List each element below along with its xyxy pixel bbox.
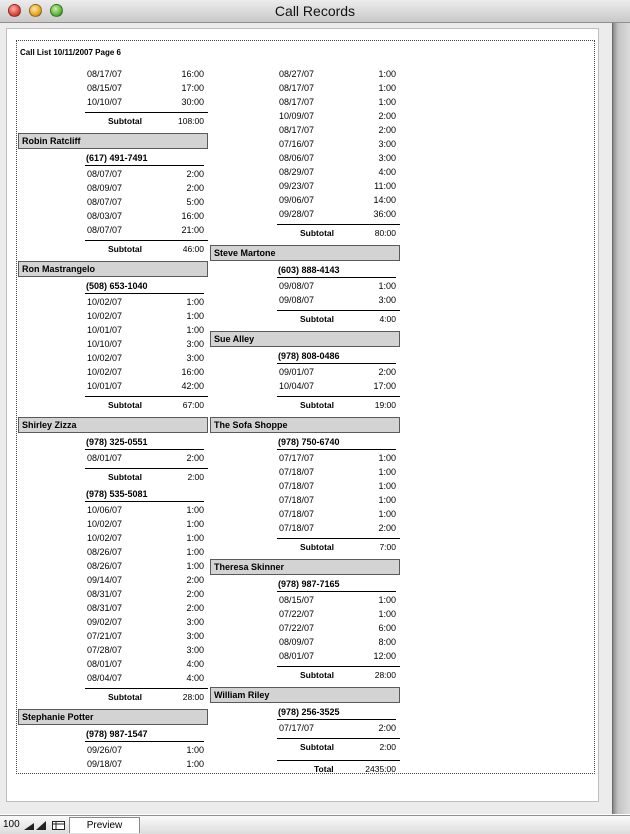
status-area-icon[interactable] bbox=[52, 821, 65, 830]
call-row bbox=[210, 165, 400, 179]
call-date: 08/04/07 bbox=[87, 673, 123, 683]
phone-underline bbox=[85, 165, 204, 166]
phone-number: (978) 325-0551 bbox=[86, 437, 148, 447]
call-date: 09/01/07 bbox=[279, 367, 315, 377]
contact-name-header: Sue Alley bbox=[210, 331, 400, 347]
call-duration: 1:00 bbox=[378, 481, 396, 491]
phone-underline bbox=[85, 293, 204, 294]
call-date: 07/21/07 bbox=[87, 631, 123, 641]
call-duration: 1:00 bbox=[186, 759, 204, 769]
call-duration: 1:00 bbox=[378, 509, 396, 519]
call-row bbox=[210, 479, 400, 493]
call-date: 10/02/07 bbox=[87, 311, 123, 321]
call-date: 08/26/07 bbox=[87, 561, 123, 571]
call-date: 08/17/07 bbox=[279, 97, 315, 107]
call-duration: 2:00 bbox=[378, 125, 396, 135]
call-row bbox=[210, 151, 400, 165]
subtotal-value: 4:00 bbox=[379, 314, 396, 324]
call-date: 10/10/07 bbox=[87, 339, 123, 349]
call-row bbox=[210, 593, 400, 607]
call-duration: 1:00 bbox=[186, 547, 204, 557]
call-date: 08/27/07 bbox=[279, 69, 315, 79]
phone-number: (978) 256-3525 bbox=[278, 707, 340, 717]
phone-underline bbox=[277, 277, 396, 278]
call-date: 10/01/07 bbox=[87, 325, 123, 335]
subtotal-label: Subtotal bbox=[108, 244, 142, 254]
call-date: 10/02/07 bbox=[87, 297, 123, 307]
phone-underline bbox=[277, 591, 396, 592]
call-date: 07/16/07 bbox=[279, 139, 315, 149]
phone-number-row bbox=[18, 727, 208, 743]
call-duration: 1:00 bbox=[378, 609, 396, 619]
call-duration: 2:00 bbox=[186, 453, 204, 463]
call-date: 09/28/07 bbox=[279, 209, 315, 219]
call-date: 10/06/07 bbox=[87, 505, 123, 515]
call-duration: 2:00 bbox=[186, 603, 204, 613]
call-date: 08/01/07 bbox=[87, 659, 123, 669]
call-duration: 3:00 bbox=[186, 617, 204, 627]
call-row bbox=[18, 643, 208, 657]
call-duration: 5:00 bbox=[186, 197, 204, 207]
call-duration: 1:00 bbox=[186, 745, 204, 755]
total-label: Total bbox=[314, 764, 334, 774]
call-row bbox=[18, 223, 208, 237]
call-duration: 4:00 bbox=[186, 659, 204, 669]
subtotal-label: Subtotal bbox=[108, 400, 142, 410]
call-duration: 1:00 bbox=[186, 561, 204, 571]
phone-number-row bbox=[18, 487, 208, 503]
phone-number-row bbox=[18, 151, 208, 167]
contact-name-header: Stephanie Potter bbox=[18, 709, 208, 725]
phone-underline bbox=[277, 719, 396, 720]
call-row bbox=[18, 323, 208, 337]
call-duration: 2:00 bbox=[378, 111, 396, 121]
zoom-out-icon[interactable] bbox=[24, 821, 34, 830]
phone-number: (617) 491-7491 bbox=[86, 153, 148, 163]
call-date: 08/03/07 bbox=[87, 211, 123, 221]
total-row bbox=[210, 760, 400, 778]
call-date: 08/09/07 bbox=[279, 637, 315, 647]
call-row bbox=[210, 621, 400, 635]
call-row bbox=[18, 559, 208, 573]
phone-number: (978) 535-5081 bbox=[86, 489, 148, 499]
phone-underline bbox=[85, 741, 204, 742]
call-duration: 1:00 bbox=[186, 325, 204, 335]
call-row bbox=[18, 657, 208, 671]
call-duration: 3:00 bbox=[378, 295, 396, 305]
call-row bbox=[18, 743, 208, 757]
call-duration: 4:00 bbox=[378, 167, 396, 177]
call-row bbox=[18, 81, 208, 95]
call-duration: 2:00 bbox=[378, 723, 396, 733]
call-date: 07/18/07 bbox=[279, 509, 315, 519]
subtotal-label: Subtotal bbox=[300, 400, 334, 410]
subtotal-value: 80:00 bbox=[374, 228, 396, 238]
contact-name-header: Theresa Skinner bbox=[210, 559, 400, 575]
call-row bbox=[18, 295, 208, 309]
call-row bbox=[18, 95, 208, 109]
call-duration: 4:00 bbox=[186, 673, 204, 683]
subtotal-row bbox=[210, 396, 400, 415]
subtotal-row bbox=[210, 666, 400, 685]
call-duration: 1:00 bbox=[378, 495, 396, 505]
call-date: 09/14/07 bbox=[87, 575, 123, 585]
call-duration: 3:00 bbox=[186, 353, 204, 363]
report-column-left bbox=[18, 67, 208, 771]
call-row bbox=[18, 67, 208, 81]
call-duration: 36:00 bbox=[373, 209, 396, 219]
call-date: 08/07/07 bbox=[87, 197, 123, 207]
call-duration: 3:00 bbox=[186, 631, 204, 641]
subtotal-value: 2:00 bbox=[379, 742, 396, 752]
title-bar bbox=[0, 0, 630, 23]
contact-name-header: Robin Ratcliff bbox=[18, 133, 208, 149]
call-date: 10/09/07 bbox=[279, 111, 315, 121]
call-row bbox=[18, 167, 208, 181]
call-duration: 17:00 bbox=[181, 83, 204, 93]
call-date: 08/15/07 bbox=[87, 83, 123, 93]
phone-number: (978) 750-6740 bbox=[278, 437, 340, 447]
call-date: 07/17/07 bbox=[279, 453, 315, 463]
subtotal-value: 7:00 bbox=[379, 542, 396, 552]
call-row bbox=[18, 451, 208, 465]
call-date: 08/31/07 bbox=[87, 603, 123, 613]
call-row bbox=[210, 721, 400, 735]
subtotal-value: 28:00 bbox=[374, 670, 396, 680]
contact-name-header: William Riley bbox=[210, 687, 400, 703]
call-row bbox=[18, 517, 208, 531]
call-duration: 1:00 bbox=[186, 505, 204, 515]
vertical-scrollbar[interactable] bbox=[612, 23, 630, 814]
call-row bbox=[18, 337, 208, 351]
call-duration: 1:00 bbox=[378, 467, 396, 477]
contact-name-header: Steve Martone bbox=[210, 245, 400, 261]
call-date: 08/07/07 bbox=[87, 225, 123, 235]
phone-number-row bbox=[210, 577, 400, 593]
call-duration: 1:00 bbox=[378, 281, 396, 291]
phone-number-row bbox=[210, 263, 400, 279]
call-duration: 16:00 bbox=[181, 69, 204, 79]
call-duration: 1:00 bbox=[186, 519, 204, 529]
contact-name-header: Shirley Zizza bbox=[18, 417, 208, 433]
call-date: 08/31/07 bbox=[87, 589, 123, 599]
subtotal-label: Subtotal bbox=[300, 542, 334, 552]
subtotal-value: 67:00 bbox=[182, 400, 204, 410]
call-date: 09/06/07 bbox=[279, 195, 315, 205]
call-row bbox=[210, 365, 400, 379]
call-date: 07/18/07 bbox=[279, 467, 315, 477]
call-row bbox=[18, 365, 208, 379]
call-row bbox=[210, 67, 400, 81]
phone-underline bbox=[85, 501, 204, 502]
call-date: 07/18/07 bbox=[279, 495, 315, 505]
call-row bbox=[18, 629, 208, 643]
contact-name-header: Ron Mastrangelo bbox=[18, 261, 208, 277]
call-row bbox=[210, 279, 400, 293]
call-date: 09/02/07 bbox=[87, 617, 123, 627]
call-date: 10/02/07 bbox=[87, 533, 123, 543]
call-row bbox=[18, 671, 208, 685]
call-duration: 1:00 bbox=[378, 453, 396, 463]
call-date: 07/22/07 bbox=[279, 609, 315, 619]
call-duration: 17:00 bbox=[373, 381, 396, 391]
subtotal-value: 19:00 bbox=[374, 400, 396, 410]
call-row bbox=[210, 507, 400, 521]
subtotal-row bbox=[18, 396, 208, 415]
call-date: 10/10/07 bbox=[87, 97, 123, 107]
call-row bbox=[18, 379, 208, 393]
subtotal-row bbox=[210, 538, 400, 557]
call-date: 10/01/07 bbox=[87, 381, 123, 391]
call-row bbox=[210, 451, 400, 465]
call-row bbox=[18, 195, 208, 209]
call-row bbox=[210, 179, 400, 193]
call-date: 08/01/07 bbox=[279, 651, 315, 661]
report-header: Call List 10/11/2007 Page 6 bbox=[20, 48, 121, 57]
call-date: 09/08/07 bbox=[279, 281, 315, 291]
call-duration: 2:00 bbox=[378, 367, 396, 377]
call-row bbox=[18, 503, 208, 517]
call-date: 08/26/07 bbox=[87, 547, 123, 557]
call-duration: 2:00 bbox=[186, 575, 204, 585]
call-row bbox=[18, 545, 208, 559]
call-duration: 2:00 bbox=[186, 589, 204, 599]
call-duration: 16:00 bbox=[181, 211, 204, 221]
phone-number-row bbox=[18, 435, 208, 451]
subtotal-row bbox=[18, 240, 208, 259]
call-row bbox=[210, 379, 400, 393]
mode-tab-preview[interactable]: Preview bbox=[69, 817, 140, 833]
call-date: 09/26/07 bbox=[87, 745, 123, 755]
call-date: 07/18/07 bbox=[279, 523, 315, 533]
call-row bbox=[18, 615, 208, 629]
phone-number-row bbox=[210, 349, 400, 365]
call-duration: 3:00 bbox=[186, 339, 204, 349]
status-bar bbox=[0, 815, 630, 834]
call-date: 10/02/07 bbox=[87, 353, 123, 363]
call-date: 09/23/07 bbox=[279, 181, 315, 191]
call-date: 09/18/07 bbox=[87, 759, 123, 769]
call-duration: 14:00 bbox=[373, 195, 396, 205]
call-duration: 8:00 bbox=[378, 637, 396, 647]
call-duration: 6:00 bbox=[378, 623, 396, 633]
subtotal-label: Subtotal bbox=[300, 228, 334, 238]
call-row bbox=[210, 207, 400, 221]
call-date: 07/22/07 bbox=[279, 623, 315, 633]
subtotal-label: Subtotal bbox=[300, 314, 334, 324]
call-row bbox=[210, 493, 400, 507]
subtotal-row bbox=[18, 688, 208, 707]
call-row bbox=[210, 293, 400, 307]
call-row bbox=[18, 309, 208, 323]
call-row bbox=[210, 635, 400, 649]
phone-underline bbox=[277, 449, 396, 450]
call-duration: 21:00 bbox=[181, 225, 204, 235]
call-row bbox=[210, 95, 400, 109]
call-row bbox=[210, 109, 400, 123]
subtotal-value: 28:00 bbox=[182, 692, 204, 702]
call-row bbox=[210, 607, 400, 621]
call-duration: 1:00 bbox=[186, 311, 204, 321]
call-date: 08/17/07 bbox=[279, 125, 315, 135]
phone-number-row bbox=[18, 279, 208, 295]
call-date: 08/09/07 bbox=[87, 183, 123, 193]
call-row bbox=[210, 193, 400, 207]
call-duration: 12:00 bbox=[373, 651, 396, 661]
call-date: 07/18/07 bbox=[279, 481, 315, 491]
call-duration: 30:00 bbox=[181, 97, 204, 107]
call-duration: 3:00 bbox=[378, 139, 396, 149]
call-row bbox=[18, 531, 208, 545]
call-row bbox=[18, 757, 208, 771]
call-date: 10/02/07 bbox=[87, 367, 123, 377]
call-row bbox=[18, 573, 208, 587]
call-date: 08/29/07 bbox=[279, 167, 315, 177]
subtotal-label: Subtotal bbox=[300, 742, 334, 752]
call-duration: 1:00 bbox=[378, 69, 396, 79]
phone-underline bbox=[85, 449, 204, 450]
call-date: 08/17/07 bbox=[87, 69, 123, 79]
subtotal-value: 108:00 bbox=[178, 116, 204, 126]
total-value: 2435:00 bbox=[365, 764, 396, 774]
subtotal-label: Subtotal bbox=[108, 116, 142, 126]
subtotal-row bbox=[210, 738, 400, 757]
subtotal-row bbox=[210, 224, 400, 243]
call-duration: 11:00 bbox=[374, 181, 396, 191]
call-row bbox=[210, 81, 400, 95]
call-date: 08/17/07 bbox=[279, 83, 315, 93]
subtotal-value: 2:00 bbox=[187, 472, 204, 482]
subtotal-row bbox=[210, 310, 400, 329]
phone-number: (978) 808-0486 bbox=[278, 351, 340, 361]
call-row bbox=[18, 351, 208, 365]
call-row bbox=[18, 209, 208, 223]
subtotal-label: Subtotal bbox=[108, 692, 142, 702]
phone-number: (508) 653-1040 bbox=[86, 281, 148, 291]
call-duration: 1:00 bbox=[378, 595, 396, 605]
call-duration: 3:00 bbox=[378, 153, 396, 163]
call-date: 08/06/07 bbox=[279, 153, 315, 163]
call-date: 10/02/07 bbox=[87, 519, 123, 529]
call-row bbox=[210, 137, 400, 151]
phone-underline bbox=[277, 363, 396, 364]
call-duration: 2:00 bbox=[186, 169, 204, 179]
zoom-in-icon[interactable] bbox=[36, 821, 46, 830]
call-duration: 3:00 bbox=[186, 645, 204, 655]
call-duration: 1:00 bbox=[378, 83, 396, 93]
call-duration: 16:00 bbox=[181, 367, 204, 377]
report-column-right bbox=[210, 67, 400, 778]
zoom-level[interactable]: 100 bbox=[3, 819, 20, 830]
phone-number: (978) 987-7165 bbox=[278, 579, 340, 589]
call-duration: 1:00 bbox=[186, 533, 204, 543]
window-title: Call Records bbox=[274, 3, 356, 19]
phone-number: (603) 888-4143 bbox=[278, 265, 340, 275]
call-row bbox=[210, 649, 400, 663]
contact-name-header: The Sofa Shoppe bbox=[210, 417, 400, 433]
call-row bbox=[18, 181, 208, 195]
call-row bbox=[210, 123, 400, 137]
call-date: 08/01/07 bbox=[87, 453, 123, 463]
call-date: 09/08/07 bbox=[279, 295, 315, 305]
call-date: 08/07/07 bbox=[87, 169, 123, 179]
call-row bbox=[210, 465, 400, 479]
call-date: 07/17/07 bbox=[279, 723, 315, 733]
subtotal-label: Subtotal bbox=[300, 670, 334, 680]
phone-number: (978) 987-1547 bbox=[86, 729, 148, 739]
call-date: 10/04/07 bbox=[279, 381, 315, 391]
call-date: 07/28/07 bbox=[87, 645, 123, 655]
subtotal-row bbox=[18, 112, 208, 131]
call-duration: 2:00 bbox=[186, 183, 204, 193]
call-row bbox=[18, 601, 208, 615]
phone-number-row bbox=[210, 705, 400, 721]
call-row bbox=[210, 521, 400, 535]
call-date: 08/15/07 bbox=[279, 595, 315, 605]
call-row bbox=[18, 587, 208, 601]
call-duration: 1:00 bbox=[378, 97, 396, 107]
subtotal-row bbox=[18, 468, 208, 487]
subtotal-value: 46:00 bbox=[182, 244, 204, 254]
call-duration: 42:00 bbox=[181, 381, 204, 391]
call-duration: 1:00 bbox=[186, 297, 204, 307]
phone-number-row bbox=[210, 435, 400, 451]
subtotal-label: Subtotal bbox=[108, 472, 142, 482]
call-duration: 2:00 bbox=[378, 523, 396, 533]
